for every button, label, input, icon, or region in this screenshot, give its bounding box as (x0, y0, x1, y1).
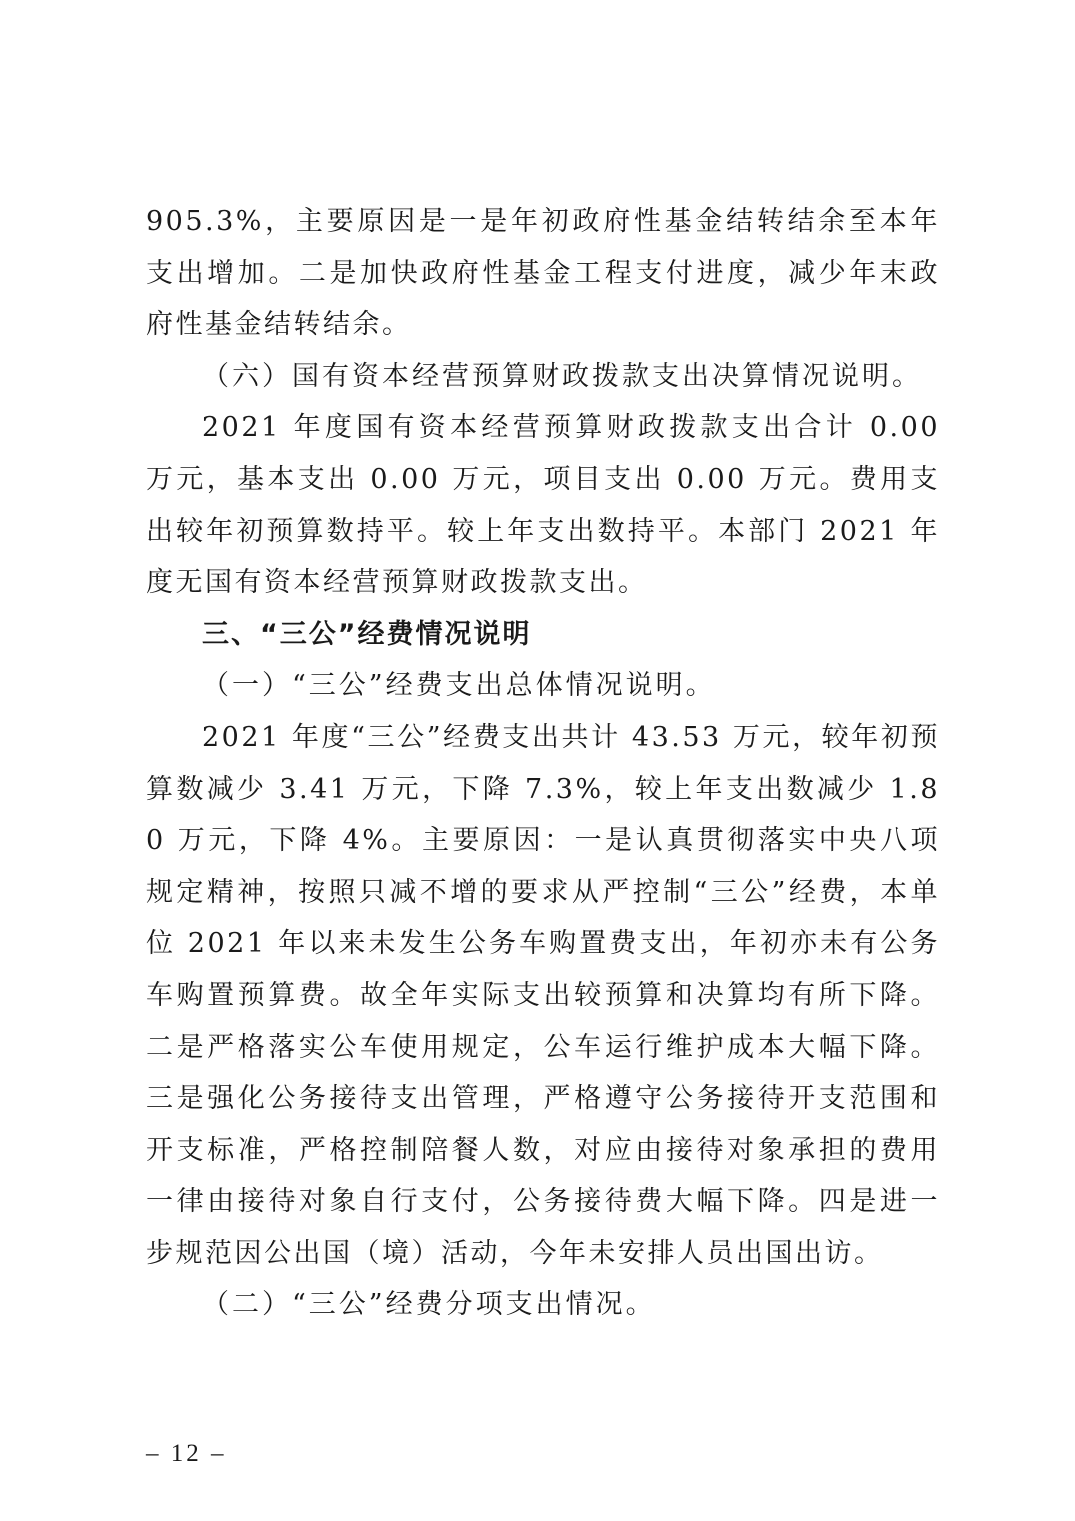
page-number: – 12 – (146, 1440, 227, 1467)
paragraph-fund-explanation: 905.3%，主要原因是一是年初政府性基金结转结余至本年支出增加。二是加快政府性基金工程支付进度，减少年末政府性基金结转结余。 (146, 206, 940, 341)
paragraph-overall-expenditure: 2021 年度“三公”经费支出共计 43.53 万元，较年初预算数减少 3.41 万元，下降 7.3%，较上年支出数减少 1.80 万元，下降 4%。主要原因：一是认真贯彻落实中央八项规定精神，按照只减不增的要求从严控制“三公”经费，本单位 2021 年以来未发生公务车购置费支出，年初亦未有公务车购置预算费。故全年实际支出较预算和决算均有所下降。二是严格落实公车使用规定，公车运行维护成本大幅下降。三是强化公务接待支出管理，严格遵守公务接待开支范围和开支标准，严格控制陪餐人数，对应由接待对象承担的费用一律由接待对象自行支付，公务接待费大幅下降。四是进一步规范因公出国（境）活动，今年未安排人员出国出访。 (146, 721, 940, 1269)
document-body (146, 196, 940, 1331)
paragraph-state-capital: 2021 年度国有资本经营预算财政拨款支出合计 0.00 万元，基本支出 0.00 万元，项目支出 0.00 万元。费用支出较年初预算数持平。较上年支出数持平。本部门 2021 年度无国有资本经营预算财政拨款支出。 (146, 412, 940, 599)
section-heading-three-public: 三、“三公”经费情况说明 (202, 618, 532, 650)
subheading-overall-expenditure: （一）“三公”经费支出总体情况说明。 (202, 670, 716, 702)
section-heading-state-capital: （六）国有资本经营预算财政拨款支出决算情况说明。 (202, 360, 922, 392)
subheading-itemized-expenditure: （二）“三公”经费分项支出情况。 (202, 1289, 656, 1321)
